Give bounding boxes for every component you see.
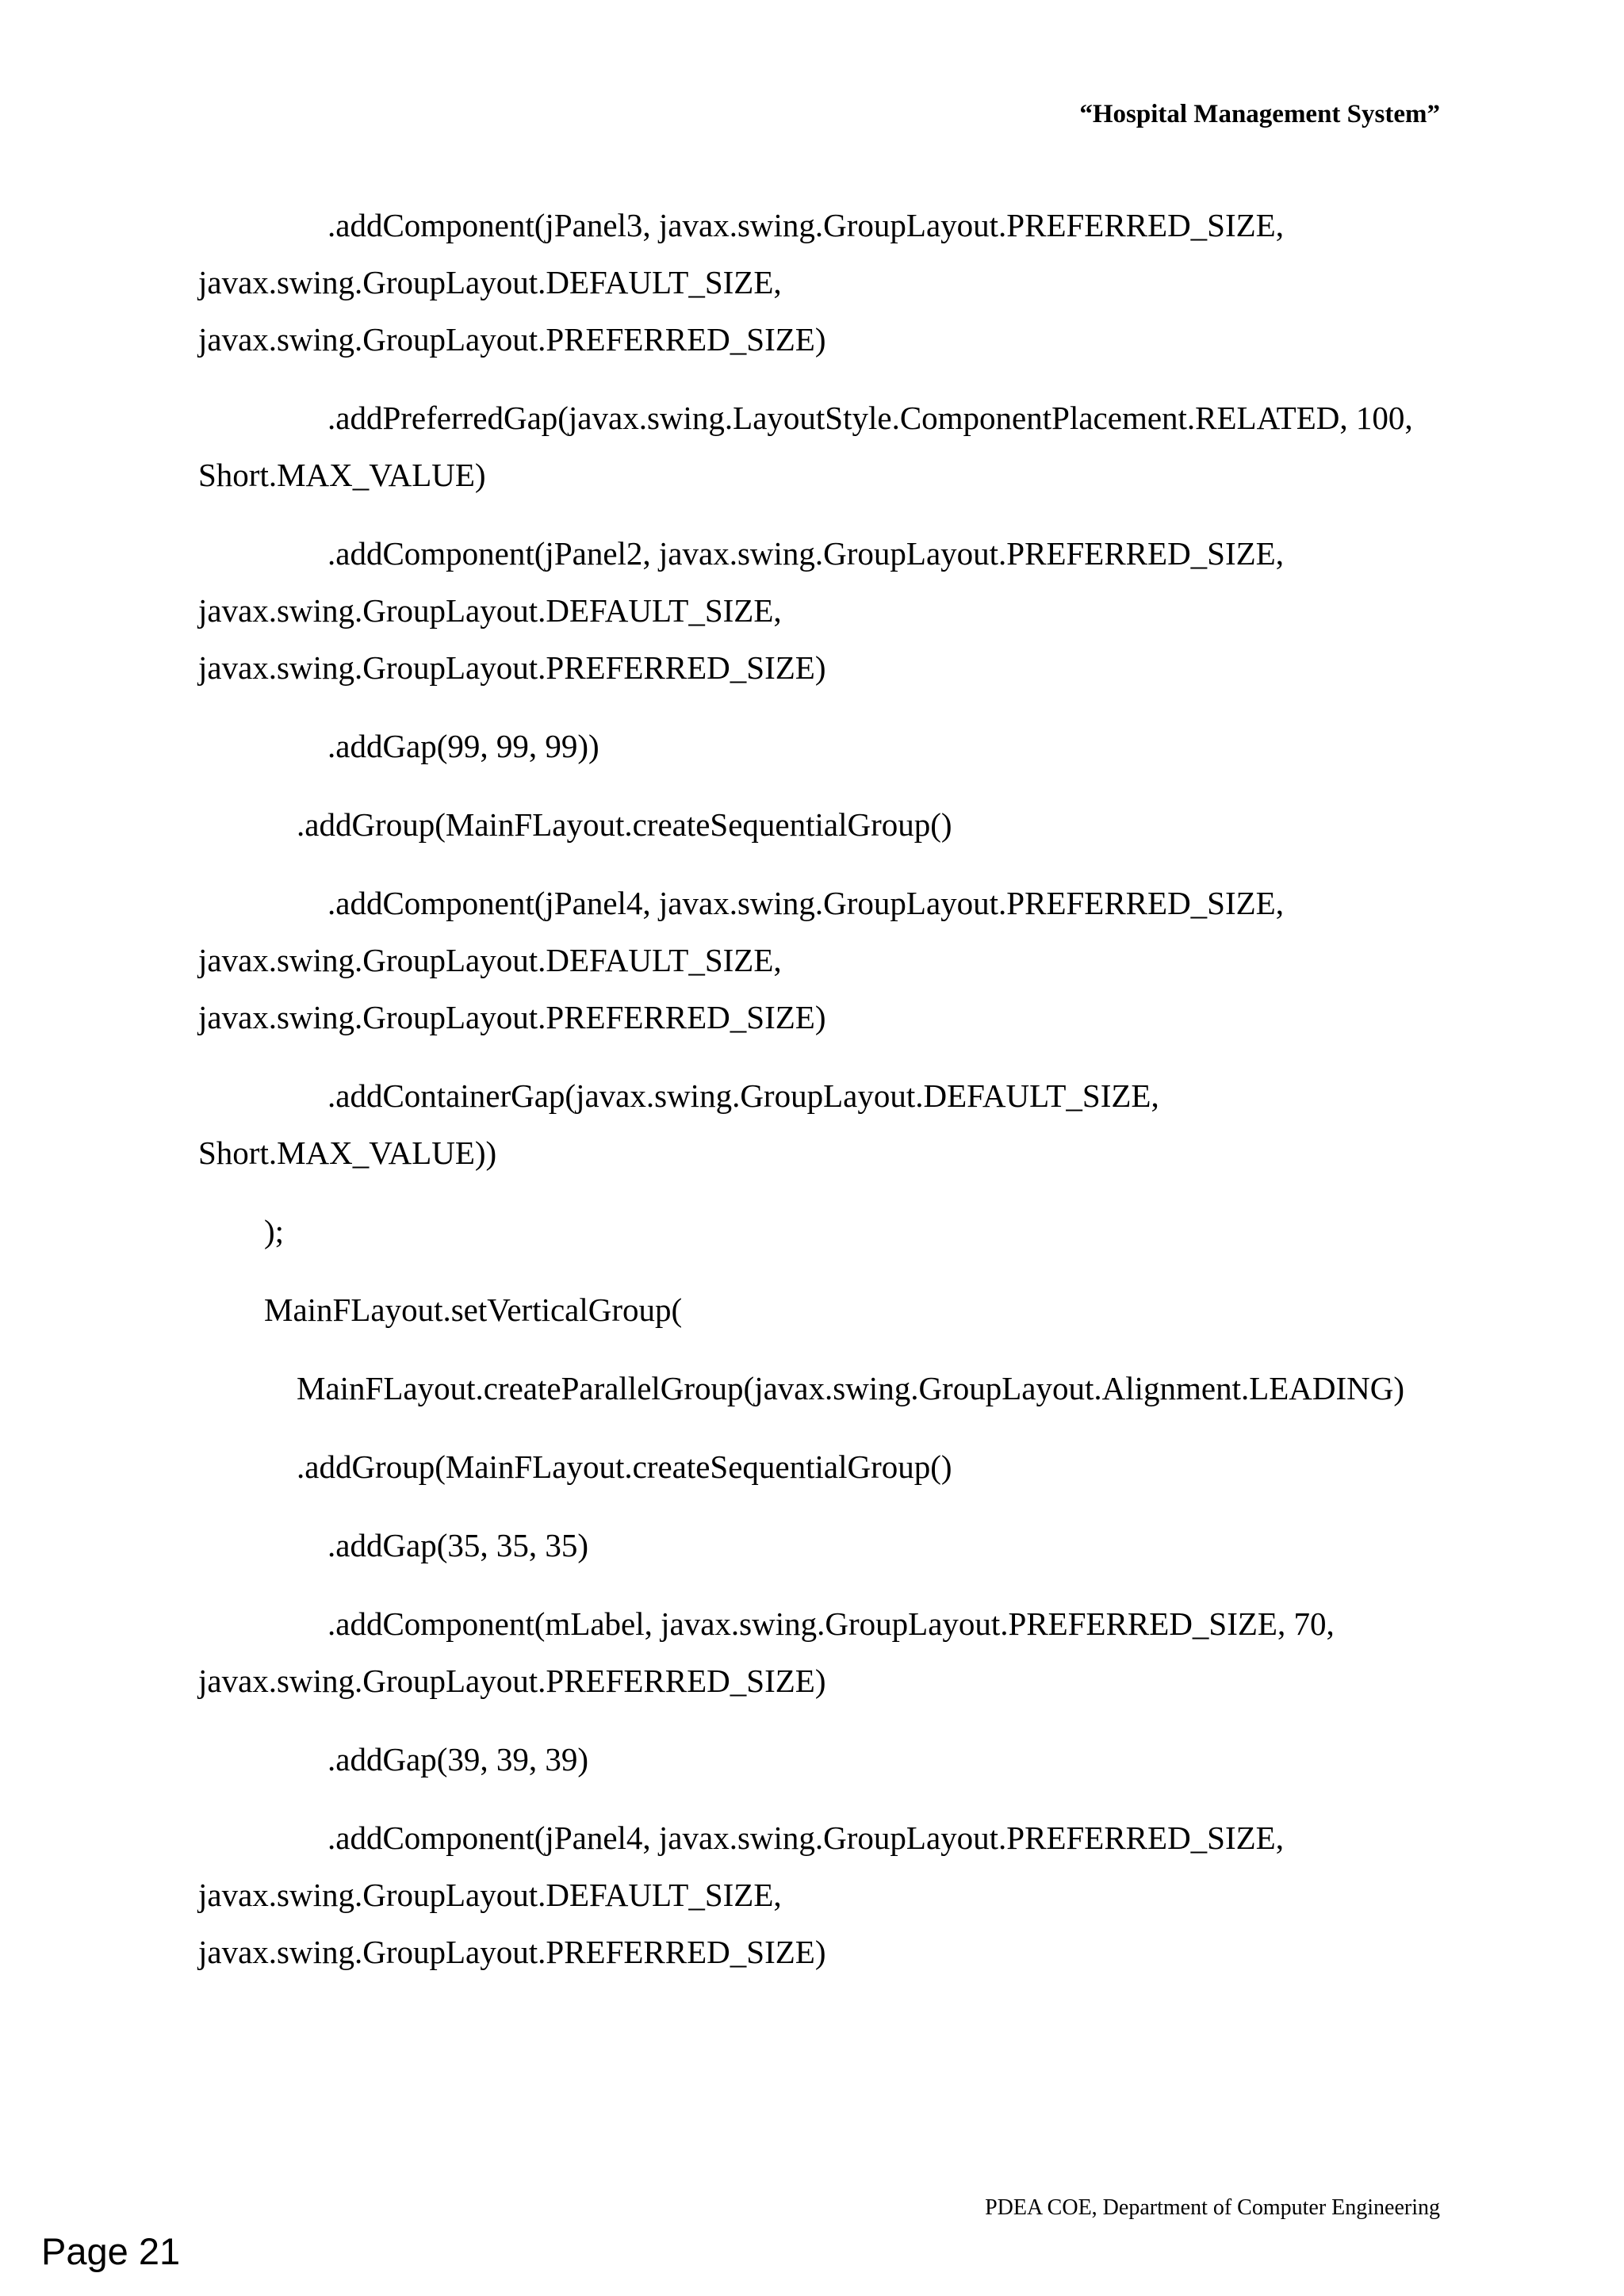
code-line: MainFLayout.setVerticalGroup( bbox=[264, 1292, 683, 1328]
code-line: javax.swing.GroupLayout.PREFERRED_SIZE) bbox=[198, 1934, 826, 1970]
code-statement bbox=[198, 1595, 1451, 1709]
code-statement bbox=[198, 525, 1451, 696]
code-statement bbox=[198, 1517, 1451, 1574]
code-line: .addComponent(mLabel, javax.swing.GroupLayout.PREFERRED_SIZE, 70, bbox=[327, 1605, 1335, 1642]
page-number: Page 21 bbox=[41, 2230, 181, 2272]
code-line: Short.MAX_VALUE) bbox=[198, 457, 486, 493]
code-line: javax.swing.GroupLayout.PREFERRED_SIZE) bbox=[198, 1663, 826, 1699]
code-line: Short.MAX_VALUE)) bbox=[198, 1135, 497, 1171]
code-line: .addGap(39, 39, 39) bbox=[327, 1741, 589, 1777]
code-statement bbox=[198, 796, 1451, 853]
code-line: javax.swing.GroupLayout.PREFERRED_SIZE) bbox=[198, 649, 826, 686]
code-statement bbox=[198, 1809, 1451, 1980]
code-line: .addComponent(jPanel3, javax.swing.GroupLayout.PREFERRED_SIZE, bbox=[327, 207, 1284, 243]
code-line: .addGroup(MainFLayout.createSequentialGroup() bbox=[297, 1448, 952, 1485]
code-line: javax.swing.GroupLayout.PREFERRED_SIZE) bbox=[198, 321, 826, 358]
code-line: .addGroup(MainFLayout.createSequentialGroup() bbox=[297, 806, 952, 843]
code-line: .addPreferredGap(javax.swing.LayoutStyle.ComponentPlacement.RELATED, 100, bbox=[327, 400, 1413, 436]
code-line: .addComponent(jPanel4, javax.swing.GroupLayout.PREFERRED_SIZE, bbox=[327, 885, 1284, 921]
code-statement bbox=[198, 1067, 1451, 1181]
code-statement bbox=[198, 1360, 1451, 1417]
code-line: .addGap(35, 35, 35) bbox=[327, 1527, 589, 1563]
code-statement bbox=[198, 1731, 1451, 1788]
code-line: javax.swing.GroupLayout.DEFAULT_SIZE, bbox=[198, 1877, 782, 1913]
code-line: .addGap(99, 99, 99)) bbox=[327, 728, 599, 764]
code-statement bbox=[198, 1438, 1451, 1495]
code-statement bbox=[198, 197, 1451, 368]
code-line: MainFLayout.createParallelGroup(javax.swing.GroupLayout.Alignment.LEADING) bbox=[297, 1370, 1405, 1406]
code-line: .addComponent(jPanel4, javax.swing.GroupLayout.PREFERRED_SIZE, bbox=[327, 1820, 1284, 1856]
code-line: javax.swing.GroupLayout.PREFERRED_SIZE) bbox=[198, 999, 826, 1035]
code-statement bbox=[198, 1281, 1451, 1338]
code-line: ); bbox=[264, 1213, 285, 1249]
code-listing bbox=[198, 197, 1451, 2002]
document-header-title: “Hospital Management System” bbox=[1079, 100, 1440, 128]
code-line: .addContainerGap(javax.swing.GroupLayout.DEFAULT_SIZE, bbox=[327, 1077, 1159, 1114]
code-statement bbox=[198, 718, 1451, 775]
footer-department: PDEA COE, Department of Computer Engineering bbox=[985, 2195, 1440, 2220]
code-line: javax.swing.GroupLayout.DEFAULT_SIZE, bbox=[198, 264, 782, 300]
code-line: javax.swing.GroupLayout.DEFAULT_SIZE, bbox=[198, 942, 782, 978]
code-statement bbox=[198, 1203, 1451, 1260]
code-statement bbox=[198, 389, 1451, 503]
code-statement bbox=[198, 874, 1451, 1046]
code-line: javax.swing.GroupLayout.DEFAULT_SIZE, bbox=[198, 592, 782, 629]
code-line: .addComponent(jPanel2, javax.swing.GroupLayout.PREFERRED_SIZE, bbox=[327, 535, 1284, 572]
